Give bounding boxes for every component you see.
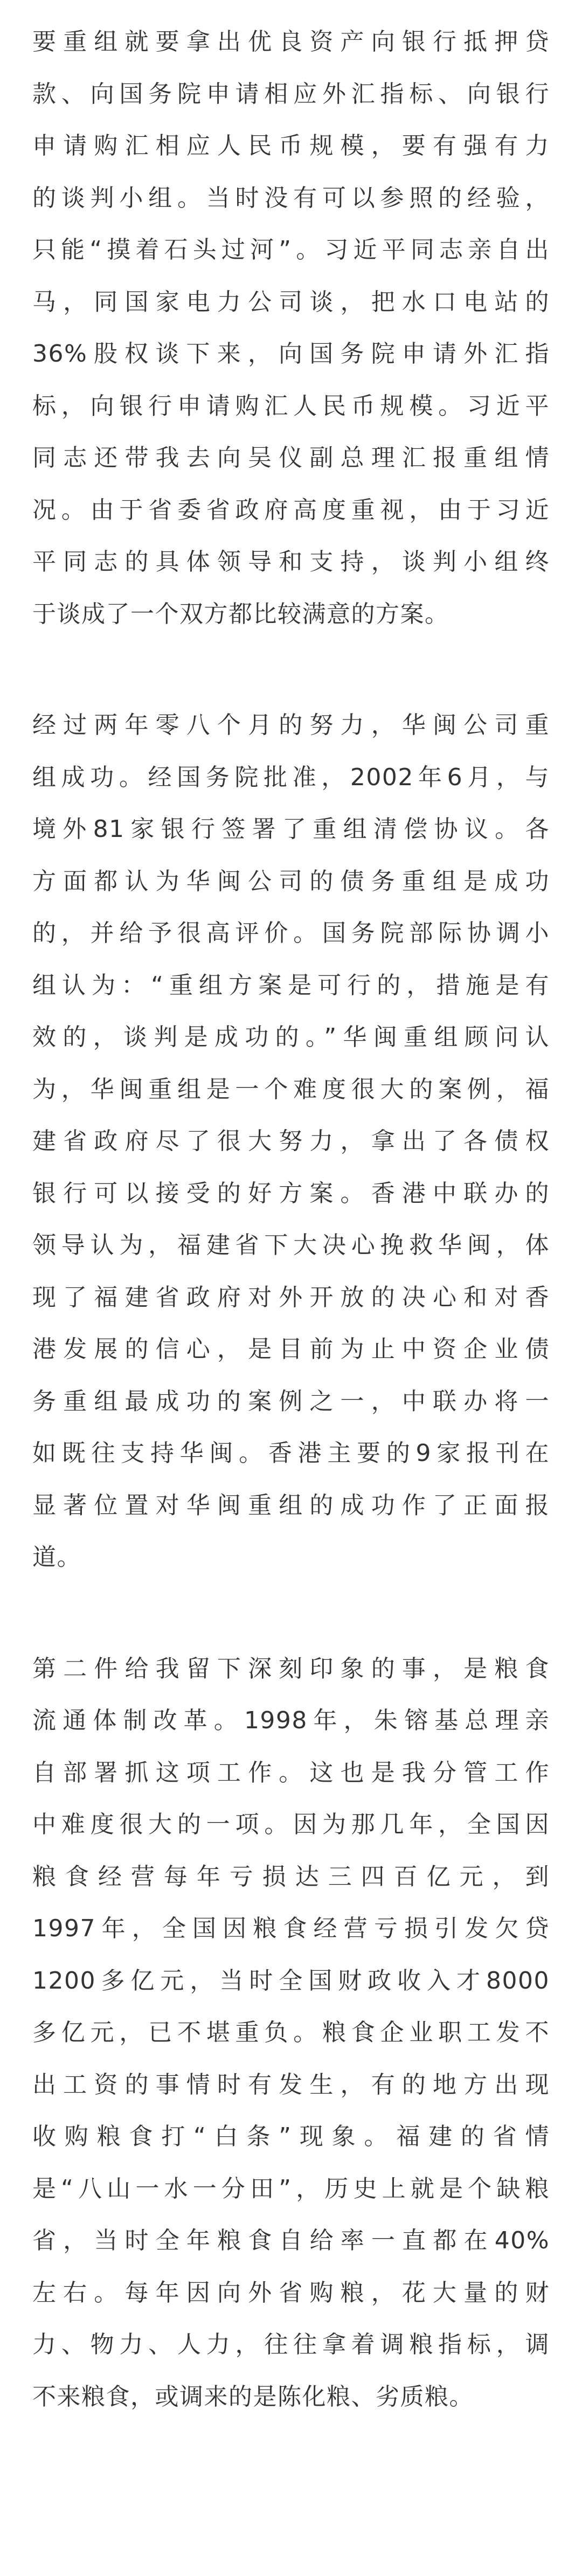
text-line: 方面都认为华闽公司的债务重组是成功: [32, 867, 550, 895]
text-line: 道。: [32, 1543, 81, 1571]
text-line: 经过两年零八个月的努力，华闽公司重: [32, 711, 550, 739]
text-line: 况。由于省委省政府高度重视，由于习近: [32, 496, 550, 524]
text-line: 要重组就要拿出优良资产向银行抵押贷: [32, 28, 550, 56]
paragraph-huamin-success: [32, 700, 550, 1584]
text-line: 只能“摸着石头过河”。习近平同志亲自出: [32, 236, 550, 264]
text-line: 平同志的具体领导和支持，谈判小组终: [32, 548, 550, 576]
text-line: 标，向银行申请购汇人民币规模。习近平: [32, 392, 550, 420]
text-line: 中难度很大的一项。因为那几年，全国因: [32, 1811, 550, 1838]
text-line: 如既往支持华闽。香港主要的9家报刊在: [32, 1439, 550, 1467]
text-line: 马，同国家电力公司谈，把水口电站的: [32, 288, 550, 316]
text-line: 多亿元，已不堪重负。粮食企业职工发不: [32, 2019, 550, 2046]
text-line: 境外81家银行签署了重组清偿协议。各: [32, 815, 550, 843]
text-line: 的，并给予很高评价。国务院部际协调小: [32, 919, 550, 947]
paragraph-grain-reform: [32, 1643, 550, 2423]
text-line: 款、向国务院申请相应外汇指标、向银行: [32, 80, 550, 108]
text-line: 自部署抓这项工作。这也是我分管工作: [32, 1758, 550, 1786]
text-line: 于谈成了一个双方都比较满意的方案。: [32, 600, 449, 628]
text-line: 的谈判小组。当时没有可以参照的经验，: [32, 184, 550, 212]
text-line: 收购粮食打“白条”现象。福建的省情: [32, 2123, 550, 2150]
text-line: 组认为：“重组方案是可行的，措施是有: [32, 971, 550, 999]
text-line: 港发展的信心，是目前为止中资企业债: [32, 1335, 550, 1363]
text-line: 1200多亿元，当时全国财政收入才8000: [32, 1966, 550, 1995]
text-line: 为，华闽重组是一个难度很大的案例，福: [32, 1075, 550, 1103]
text-line: 现了福建省政府对外开放的决心和对香: [32, 1283, 550, 1311]
text-line: 36%股权谈下来，向国务院申请外汇指: [32, 340, 550, 368]
text-line: 力、物力、人力，往往拿着调粮指标，调: [32, 2331, 550, 2358]
text-line: 显著位置对华闽重组的成功作了正面报: [32, 1491, 550, 1519]
text-line: 粮食经营每年亏损达三四百亿元，到: [32, 1862, 550, 1891]
text-line: 不来粮食，或调来的是陈化粮、劣质粮。: [32, 2383, 474, 2411]
text-line: 第二件给我留下深刻印象的事，是粮食: [32, 1654, 550, 1682]
text-line: 领导认为，福建省下大决心挽救华闽，体: [32, 1231, 550, 1259]
text-line: 组成功。经国务院批准，2002年6月，与: [32, 763, 550, 791]
text-line: 建省政府尽了很大努力，拿出了各债权: [32, 1127, 550, 1155]
text-line: 效的，谈判是成功的。”华闽重组顾问认: [32, 1023, 550, 1051]
text-line: 1997年，全国因粮食经营亏损引发欠贷: [32, 1915, 550, 1942]
text-line: 银行可以接受的好方案。香港中联办的: [32, 1179, 550, 1207]
text-line: 务重组最成功的案例之一，中联办将一: [32, 1387, 550, 1415]
text-line: 省，当时全年粮食自给率一直都在40%: [32, 2227, 550, 2254]
text-line: 申请购汇相应人民币规模，要有强有力: [32, 132, 550, 160]
text-line: 是“八山一水一分田”，历史上就是个缺粮: [32, 2175, 550, 2203]
text-line: 出工资的事情时有发生，有的地方出现: [32, 2071, 550, 2099]
paragraph-restructuring-negotiation: [32, 16, 550, 640]
text-line: 左右。每年因向外省购粮，花大量的财: [32, 2279, 550, 2307]
text-line: 同志还带我去向吴仪副总理汇报重组情: [32, 444, 550, 472]
text-line: 流通体制改革。1998年，朱镕基总理亲: [32, 1707, 550, 1734]
